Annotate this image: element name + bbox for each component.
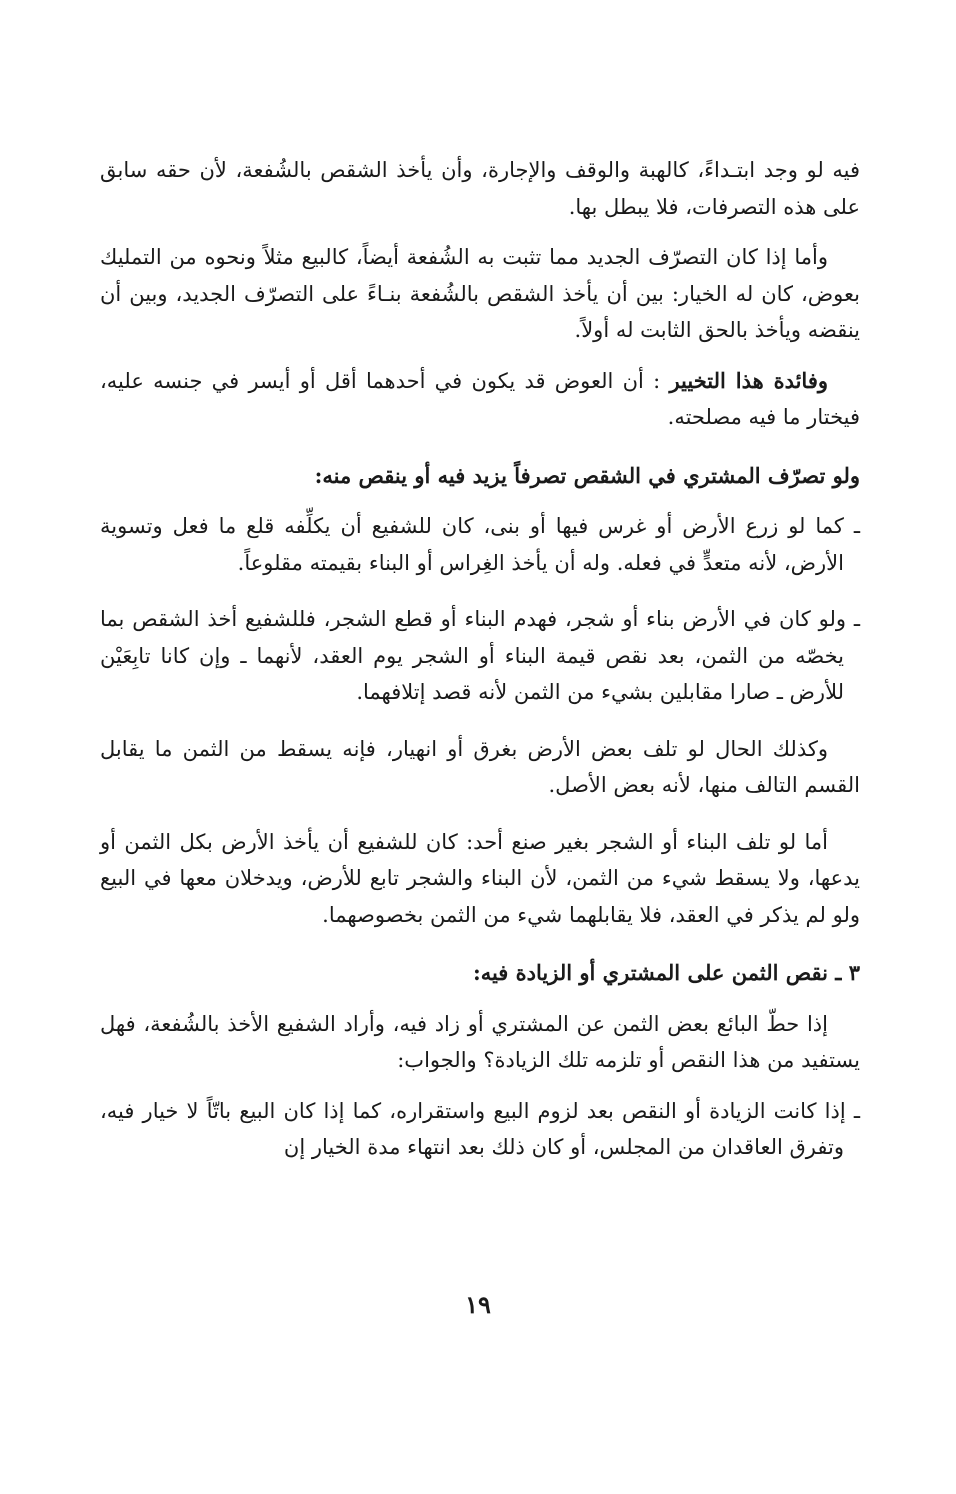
section-heading-1: ولو تصرّف المشتري في الشقص تصرفاً يزيد فيه أو ينقص منه: [314,462,860,488]
bullet-item-1: ـ كما لو زرع الأرض أو غرس فيها أو بنى، كان للشفيع أن يكلِّفه قلع ما فعل وتسوية الأرض، لأنه متعدٍّ في فعله. وله أن يأخذ الغِراس أو البناء بقيمته مقلوعاً. [100,514,860,575]
section-heading-2: ٣ ـ نقص الثمن على المشتري أو الزيادة فيه: [472,960,860,985]
page-body [100,152,860,1166]
emphasis-lead: وفائدة هذا التخيير [669,367,829,393]
paragraph-6: إذا حطّ البائع بعض الثمن عن المشتري أو زاد فيه، وأراد الشفيع الأخذ بالشُفعة، فهل يستفيد من هذا النقص أو تلزمه تلك الزيادة؟ والجواب: [100,1011,860,1072]
paragraph-4: وكذلك الحال لو تلف بعض الأرض بغرق أو انهيار، فإنه يسقط من الثمن ما يقابل القسم التالف منها، لأنه بعض الأصل. [100,736,860,797]
paragraph-2: وأما إذا كان التصرّف الجديد مما تثبت به الشُفعة أيضاً، كالبيع مثلاً ونحوه من التمليك بعوض، كان له الخيار: بين أن يأخذ الشقص بالشُفعة بنـاءً على التصرّف الجديد، وبين أن ينقضه ويأخذ بالحق الثابت له أولاً. [100,245,860,342]
page-number: ١٩ [465,1290,491,1319]
bullet-item-2: ـ ولو كان في الأرض بناء أو شجر، فهدم البناء أو قطع الشجر، فللشفيع أخذ الشقص بما يخصّه من الثمن، بعد نقص قيمة البناء أو الشجر يوم العقد، لأنهما ـ وإن كانا تابِعَيْن للأرض ـ صارا مقابلين بشيء من الثمن لأنه قصد إتلافهما. [100,607,860,704]
paragraph-1: فيه لو وجد ابتـداءً، كالهبة والوقف والإجارة، وأن يأخذ الشقص بالشُفعة، لأن حقه سابق على هذه التصرفات، فلا يبطل بها. [100,158,860,219]
paragraph-3 [100,363,860,436]
paragraph-3-text: : أن العوض قد يكون في أحدهما أقل أو أيسر في جنسه عليه، فيختار ما فيه مصلحته. [100,368,860,429]
paragraph-5: أما لو تلف البناء أو الشجر بغير صنع أحد: كان للشفيع أن يأخذ الأرض بكل الثمن أو يدعها، ولا يسقط شيء من الثمن، لأن البناء والشجر تابع للأرض، ويدخلان معها في البيع ولو لم يذكر في العقد، فلا يقابلهما شيء من الثمن بخصوصهما. [100,829,860,927]
bullet-item-3: ـ إذا كانت الزيادة أو النقص بعد لزوم البيع واستقراره، كما إذا كان البيع باتّاً لا خيار فيه، وتفرق العاقدان من المجلس، أو كان ذلك بعد انتهاء مدة الخيار إن [100,1098,860,1159]
